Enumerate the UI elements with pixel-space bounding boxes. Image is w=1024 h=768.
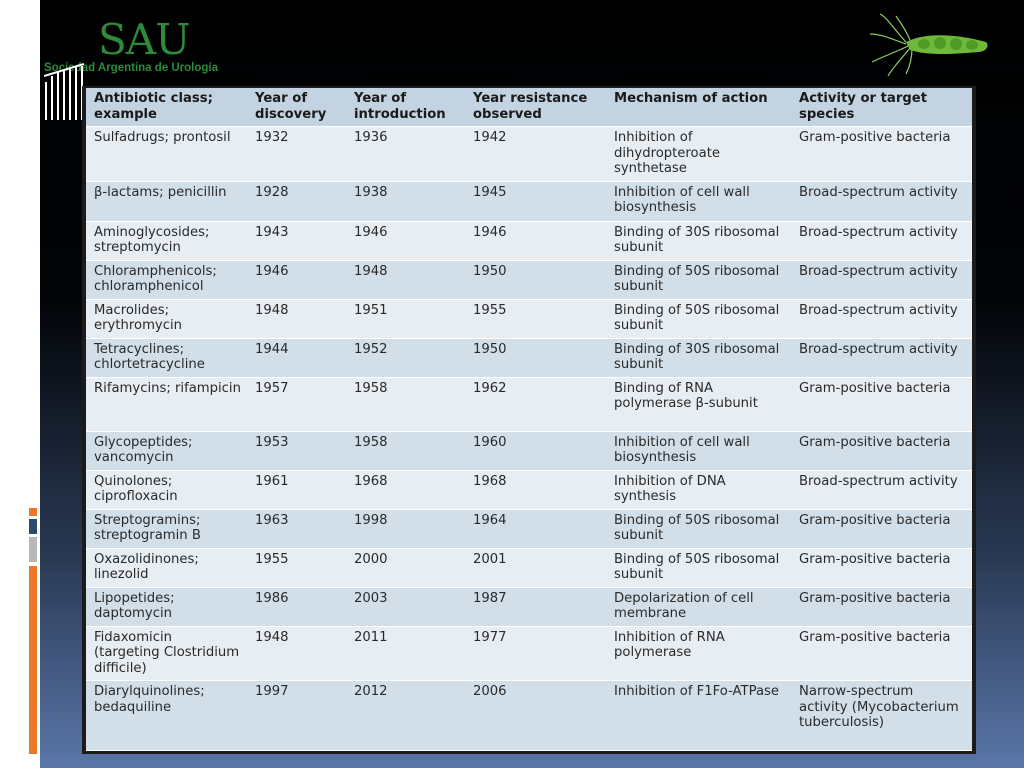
cell-antibiotic-class: Tetracyclines; chlortetracycline	[86, 338, 247, 377]
table-row	[86, 299, 972, 338]
cell-antibiotic-class: Streptogramins; streptogramin B	[86, 509, 247, 548]
cell-year-resistance: 1968	[465, 470, 606, 509]
cell-year-discovery: 1948	[247, 626, 346, 681]
cell-year-introduction: 1946	[346, 221, 465, 260]
cell-antibiotic-class: Quinolones; ciprofloxacin	[86, 470, 247, 509]
cell-mechanism: Inhibition of DNA synthesis	[606, 470, 791, 509]
table-body	[86, 127, 972, 751]
cell-year-discovery: 1955	[247, 548, 346, 587]
cell-activity: Broad-spectrum activity	[791, 181, 972, 221]
cell-mechanism: Binding of 30S ribosomal subunit	[606, 338, 791, 377]
cell-year-introduction: 2011	[346, 626, 465, 681]
cell-mechanism: Depolarization of cell membrane	[606, 587, 791, 626]
cell-year-resistance: 1987	[465, 587, 606, 626]
header-mechanism: Mechanism of action	[606, 88, 791, 127]
cell-antibiotic-class: β-lactams; penicillin	[86, 181, 247, 221]
cell-activity: Broad-spectrum activity	[791, 221, 972, 260]
cell-year-discovery: 1946	[247, 260, 346, 299]
logo-title: SAU	[98, 15, 190, 64]
cell-year-introduction: 1936	[346, 127, 465, 182]
cell-year-introduction: 2000	[346, 548, 465, 587]
cell-mechanism: Binding of 50S ribosomal subunit	[606, 260, 791, 299]
cell-mechanism: Inhibition of dihydropteroate synthetase	[606, 127, 791, 182]
cell-activity: Narrow-spectrum activity (Mycobacterium tuberculosis)	[791, 681, 972, 751]
cell-year-resistance: 1945	[465, 181, 606, 221]
accent-bar-orange-long	[29, 566, 37, 754]
cell-year-introduction: 1938	[346, 181, 465, 221]
logo-subtitle: Sociedad Argentina de Urología	[44, 62, 219, 74]
cell-year-discovery: 1928	[247, 181, 346, 221]
cell-antibiotic-class: Lipopetides; daptomycin	[86, 587, 247, 626]
cell-antibiotic-class: Diarylquinolines; bedaquiline	[86, 681, 247, 751]
cell-mechanism: Binding of 50S ribosomal subunit	[606, 509, 791, 548]
antibiotic-table	[86, 88, 972, 751]
cell-year-resistance: 1977	[465, 626, 606, 681]
cell-year-introduction: 1958	[346, 431, 465, 470]
header-year-resistance: Year resistance observed	[465, 88, 606, 127]
table-row	[86, 470, 972, 509]
cell-year-introduction: 2012	[346, 681, 465, 751]
cell-antibiotic-class: Aminoglycosides; streptomycin	[86, 221, 247, 260]
table-row	[86, 127, 972, 182]
table-row	[86, 548, 972, 587]
cell-mechanism: Binding of 50S ribosomal subunit	[606, 299, 791, 338]
table-row	[86, 681, 972, 751]
cell-year-discovery: 1948	[247, 299, 346, 338]
cell-year-resistance: 1950	[465, 260, 606, 299]
cell-year-discovery: 1963	[247, 509, 346, 548]
accent-bar-navy	[29, 519, 37, 534]
cell-activity: Gram-positive bacteria	[791, 127, 972, 182]
cell-activity: Broad-spectrum activity	[791, 470, 972, 509]
cell-mechanism: Binding of 50S ribosomal subunit	[606, 548, 791, 587]
cell-mechanism: Inhibition of RNA polymerase	[606, 626, 791, 681]
cell-activity: Gram-positive bacteria	[791, 626, 972, 681]
corner-lines-graphic	[44, 46, 84, 120]
cell-mechanism: Binding of RNA polymerase β-subunit	[606, 377, 791, 431]
cell-year-resistance: 1964	[465, 509, 606, 548]
cell-antibiotic-class: Rifamycins; rifampicin	[86, 377, 247, 431]
cell-activity: Gram-positive bacteria	[791, 377, 972, 431]
cell-activity: Broad-spectrum activity	[791, 299, 972, 338]
cell-antibiotic-class: Macrolides; erythromycin	[86, 299, 247, 338]
table-row	[86, 626, 972, 681]
cell-year-discovery: 1961	[247, 470, 346, 509]
cell-year-resistance: 2006	[465, 681, 606, 751]
cell-activity: Broad-spectrum activity	[791, 338, 972, 377]
table-row	[86, 431, 972, 470]
cell-activity: Gram-positive bacteria	[791, 509, 972, 548]
cell-antibiotic-class: Sulfadrugs; prontosil	[86, 127, 247, 182]
accent-bar-orange-top	[29, 508, 37, 516]
header-year-introduction: Year of introduction	[346, 88, 465, 127]
cell-mechanism: Inhibition of F1Fo-ATPase	[606, 681, 791, 751]
cell-year-resistance: 1950	[465, 338, 606, 377]
cell-antibiotic-class: Oxazolidinones; linezolid	[86, 548, 247, 587]
cell-year-resistance: 1946	[465, 221, 606, 260]
cell-mechanism: Inhibition of cell wall biosynthesis	[606, 431, 791, 470]
cell-year-discovery: 1957	[247, 377, 346, 431]
table-row	[86, 260, 972, 299]
cell-year-discovery: 1997	[247, 681, 346, 751]
cell-activity: Gram-positive bacteria	[791, 431, 972, 470]
cell-antibiotic-class: Fidaxomicin (targeting Clostridium difficile)	[86, 626, 247, 681]
cell-year-introduction: 1998	[346, 509, 465, 548]
cell-year-resistance: 1955	[465, 299, 606, 338]
cell-year-discovery: 1943	[247, 221, 346, 260]
cell-year-introduction: 1952	[346, 338, 465, 377]
table-row	[86, 221, 972, 260]
cell-year-discovery: 1986	[247, 587, 346, 626]
table-header-row	[86, 88, 972, 127]
antibiotic-table-frame	[82, 86, 976, 754]
cell-year-introduction: 1958	[346, 377, 465, 431]
cell-year-introduction: 1968	[346, 470, 465, 509]
header-antibiotic-class: Antibiotic class; example	[86, 88, 247, 127]
cell-year-resistance: 1960	[465, 431, 606, 470]
cell-mechanism: Inhibition of cell wall biosynthesis	[606, 181, 791, 221]
cell-year-resistance: 1942	[465, 127, 606, 182]
cell-year-discovery: 1932	[247, 127, 346, 182]
header-year-discovery: Year of discovery	[247, 88, 346, 127]
cell-year-discovery: 1944	[247, 338, 346, 377]
cell-year-introduction: 2003	[346, 587, 465, 626]
bacterium-icon	[866, 12, 990, 78]
cell-year-resistance: 2001	[465, 548, 606, 587]
cell-activity: Gram-positive bacteria	[791, 587, 972, 626]
cell-activity: Gram-positive bacteria	[791, 548, 972, 587]
cell-mechanism: Binding of 30S ribosomal subunit	[606, 221, 791, 260]
header-activity: Activity or target species	[791, 88, 972, 127]
cell-year-introduction: 1951	[346, 299, 465, 338]
table-row	[86, 587, 972, 626]
cell-activity: Broad-spectrum activity	[791, 260, 972, 299]
table-row	[86, 181, 972, 221]
cell-antibiotic-class: Glycopeptides; vancomycin	[86, 431, 247, 470]
table-row	[86, 377, 972, 431]
table-row	[86, 509, 972, 548]
cell-year-resistance: 1962	[465, 377, 606, 431]
cell-year-discovery: 1953	[247, 431, 346, 470]
accent-bar-gray	[29, 537, 37, 562]
cell-year-introduction: 1948	[346, 260, 465, 299]
table-row	[86, 338, 972, 377]
cell-antibiotic-class: Chloramphenicols; chloramphenicol	[86, 260, 247, 299]
